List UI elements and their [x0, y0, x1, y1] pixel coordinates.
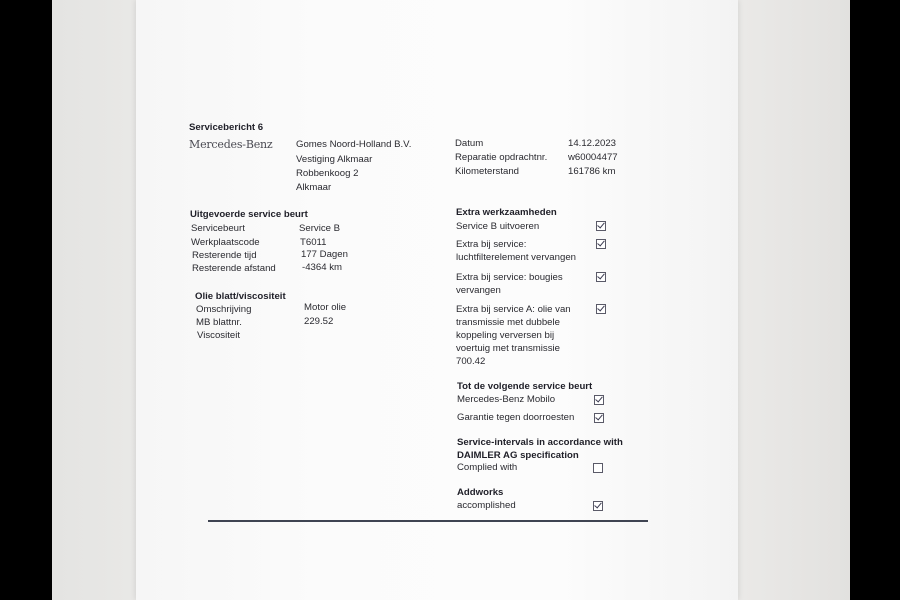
extra-item-3-checkbox[interactable] — [596, 272, 606, 282]
extra-item-2-line-2: luchtfilterelement vervangen — [456, 252, 576, 263]
dealer-street: Robbenkoog 2 — [296, 168, 359, 179]
oil-label-viscosity: Viscositeit — [197, 330, 241, 341]
next-item-mobilo: Mercedes-Benz Mobilo — [457, 394, 556, 405]
dealer-city: Alkmaar — [296, 182, 332, 193]
brand-logo-text: Mercedes-Benz — [189, 138, 273, 151]
oil-value-partnr: 229.52 — [304, 316, 334, 327]
service-label-type: Servicebeurt — [191, 223, 245, 234]
checkmark-icon — [597, 221, 605, 229]
dealer-name: Gomes Noord-Holland B.V. — [296, 139, 412, 150]
checkmark-icon — [595, 395, 603, 403]
oil-heading: Olie blatt/viscositeit — [195, 291, 286, 302]
extra-item-1-checkbox[interactable] — [596, 221, 606, 231]
checkmark-icon — [594, 501, 602, 509]
oil-label-description: Omschrijving — [196, 304, 252, 315]
addworks-item-accomplished-checkbox[interactable] — [593, 501, 603, 511]
checkmark-icon — [597, 304, 605, 312]
next-item-mobilo-checkbox[interactable] — [594, 395, 604, 405]
service-value-time: 177 Dagen — [301, 249, 348, 260]
meta-label-date: Datum — [455, 138, 484, 149]
oil-value-description: Motor olie — [304, 302, 347, 313]
report-title: Servicebericht 6 — [189, 122, 264, 133]
checkmark-icon — [597, 239, 605, 247]
meta-label-mileage: Kilometerstand — [455, 166, 519, 177]
extra-item-4-checkbox[interactable] — [596, 304, 606, 314]
service-value-type: Service B — [299, 223, 341, 234]
extra-item-2-checkbox[interactable] — [596, 239, 606, 249]
extra-item-4-line-5: 700.42 — [456, 356, 486, 367]
service-label-time: Resterende tijd — [192, 250, 257, 261]
meta-value-mileage: 161786 km — [568, 166, 616, 177]
meta-value-date: 14.12.2023 — [568, 138, 617, 149]
extra-heading: Extra werkzaamheden — [456, 207, 557, 218]
service-value-distance: -4364 km — [302, 262, 342, 273]
extra-item-4-line-4: voertuig met transmissie — [456, 343, 560, 354]
intervals-item-complied-checkbox[interactable] — [593, 463, 603, 473]
checkmark-icon — [595, 413, 603, 421]
intervals-heading-line-1: Service-intervals in accordance with — [457, 437, 623, 448]
intervals-item-complied: Complied with — [457, 462, 518, 473]
service-value-code: T6011 — [300, 237, 327, 248]
service-heading: Uitgevoerde service beurt — [190, 209, 308, 220]
service-label-code: Werkplaatscode — [191, 237, 260, 248]
meta-value-order: w60004477 — [568, 152, 618, 163]
next-item-rust: Garantie tegen doorroesten — [457, 412, 575, 423]
extra-item-4-line-3: koppeling verversen bij — [456, 330, 555, 341]
next-item-rust-checkbox[interactable] — [594, 413, 604, 423]
meta-label-order: Reparatie opdrachtnr. — [455, 152, 548, 163]
addworks-heading: Addworks — [457, 487, 504, 498]
extra-item-4-line-1: Extra bij service A: olie van — [456, 304, 571, 315]
extra-item-3-line-2: vervangen — [456, 285, 501, 296]
intervals-heading-line-2: DAIMLER AG specification — [457, 450, 579, 461]
oil-label-partnr: MB blattnr. — [196, 317, 242, 328]
extra-item-3-line-1: Extra bij service: bougies — [456, 272, 563, 283]
addworks-item-accomplished: accomplished — [457, 500, 516, 511]
extra-item-1-line-1: Service B uitvoeren — [456, 221, 540, 232]
extra-item-4-line-2: transmissie met dubbele — [456, 317, 560, 328]
dealer-branch: Vestiging Alkmaar — [296, 154, 373, 165]
extra-item-2-line-1: Extra bij service: — [456, 239, 527, 250]
checkmark-icon — [597, 272, 605, 280]
service-label-distance: Resterende afstand — [192, 263, 276, 274]
footer-divider — [208, 520, 648, 522]
next-heading: Tot de volgende service beurt — [457, 381, 593, 392]
